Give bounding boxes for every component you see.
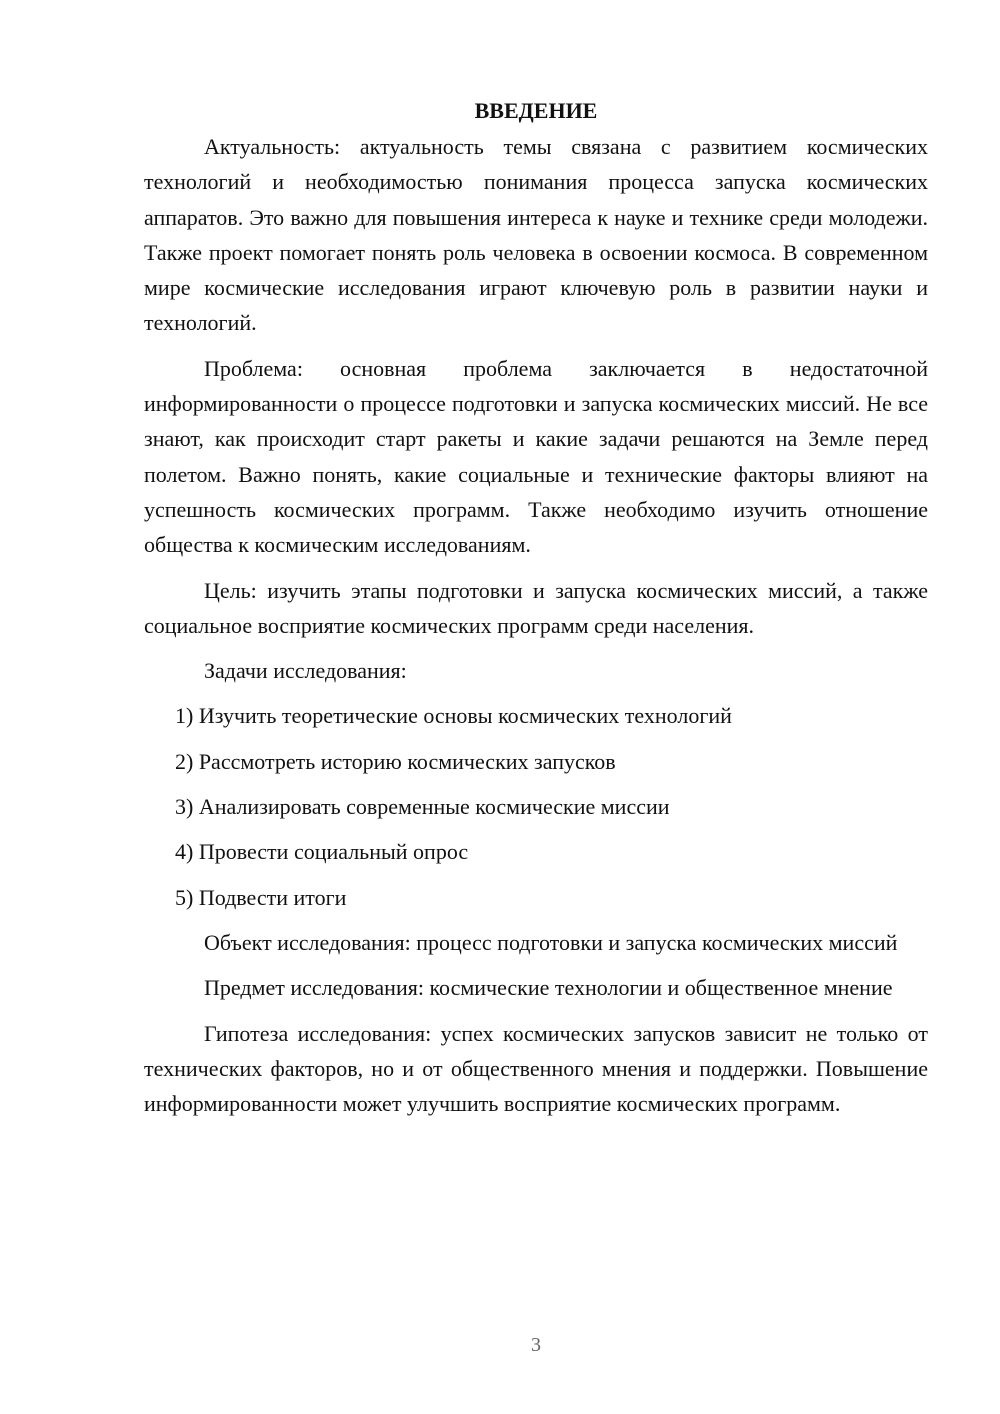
task-item: 2) Рассмотреть историю космических запусков (175, 748, 616, 774)
section-title: ВВЕДЕНИЕ (474, 98, 598, 123)
tasks-list (144, 698, 928, 914)
tasks-heading: Задачи исследования: (204, 658, 407, 684)
page-content (144, 96, 928, 1121)
task-item: 1) Изучить теоретические основы космических технологий (175, 703, 732, 729)
problem-paragraph: Проблема: основная проблема заключается в недостаточной информированности о процессе подготовки и запуска космических миссий. Не все знают, как происходит старт ракеты и какие задачи решаются на Земле перед полетом. Важно понять, какие социальные и технические факторы влияют на успешность космических программ. Также необходимо изучить отношение общества к космическим исследованиям. (144, 355, 928, 558)
object-paragraph: Объект исследования: процесс подготовки и запуска космических миссий (204, 929, 898, 955)
page-number: 3 (531, 1334, 541, 1356)
task-item: 4) Провести социальный опрос (175, 839, 469, 865)
task-item: 3) Анализировать современные космические миссии (175, 794, 670, 820)
goal-paragraph: Цель: изучить этапы подготовки и запуска космических миссий, а также социальное восприятие космических программ среди населения. (144, 577, 928, 638)
subject-paragraph: Предмет исследования: космические технологии и общественное мнение (204, 975, 893, 1001)
task-item: 5) Подвести итоги (175, 884, 347, 910)
hypothesis-paragraph: Гипотеза исследования: успех космических запусков зависит не только от технических факторов, но и от общественного мнения и поддержки. Повышение информированности может улучшить восприятие космических программ. (144, 1020, 928, 1117)
relevance-paragraph: Актуальность: актуальность темы связана с развитием космических технологий и необходимостью понимания процесса запуска космических аппаратов. Это важно для повышения интереса к науке и технике среди молодежи. Также проект помогает понять роль человека в освоении космоса. В современном мире космические исследования играют ключевую роль в развитии науки и технологий. (144, 134, 928, 336)
